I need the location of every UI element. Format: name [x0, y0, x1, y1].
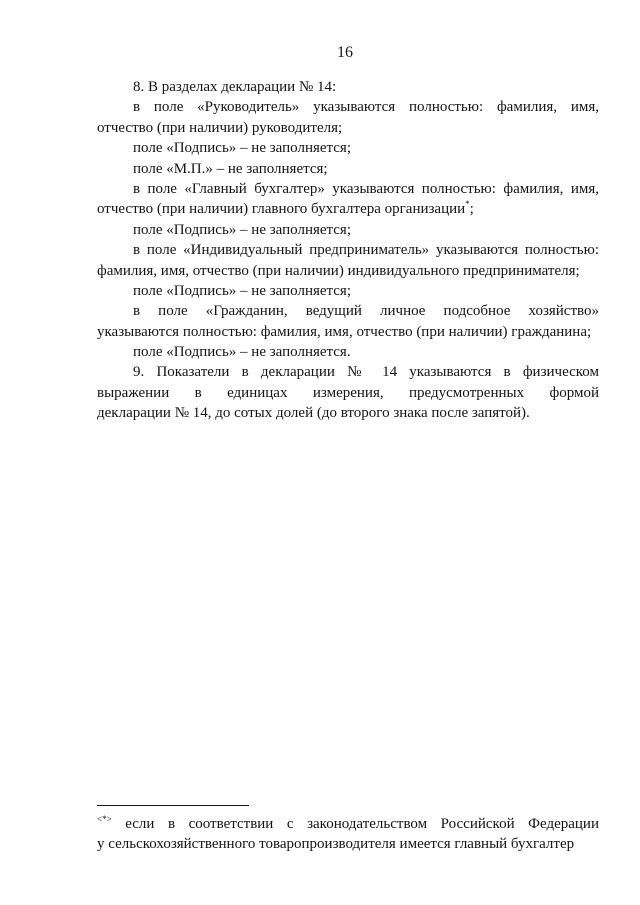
accountant-line2-text: отчество (при наличии) главного бухгалтера организации: [97, 201, 466, 218]
item8-manager-signature: поле «Подпись» – не заполняется;: [133, 140, 351, 157]
item9-line2: выражении в единицах измерения, предусмотренных формой: [97, 384, 599, 401]
page-number: 16: [337, 44, 353, 61]
item8-intro: 8. В разделах декларации № 14:: [133, 79, 337, 95]
footnote: [97, 814, 599, 855]
item8-citizen-signature: поле «Подпись» – не заполняется.: [133, 344, 351, 361]
item9-line1: 9. Показатели в декларации № 14 указываются в физическом: [133, 364, 599, 381]
item8-entrepreneur-signature: поле «Подпись» – не заполняется;: [133, 282, 351, 299]
item8-entrepreneur-line1: в поле «Индивидуальный предприниматель» указываются полностью:: [133, 242, 599, 259]
item8-accountant-line2: [97, 199, 599, 219]
item8-citizen-line2: указываются полностью: фамилия, имя, отчество (при наличии) гражданина;: [97, 323, 592, 340]
item8-accountant-signature: поле «Подпись» – не заполняется;: [133, 221, 351, 238]
item8-manager-line1: в поле «Руководитель» указываются полностью: фамилия, имя,: [133, 99, 599, 116]
item8-citizen-line1: в поле «Гражданин, ведущий личное подсобное хозяйство»: [133, 303, 599, 320]
item8-accountant-line1: в поле «Главный бухгалтер» указываются полностью: фамилия, имя,: [133, 180, 599, 197]
document-body: [97, 77, 599, 424]
item8-stamp: поле «М.П.» – не заполняется;: [133, 160, 328, 177]
item9-line3: декларации № 14, до сотых долей (до второго знака после запятой).: [97, 405, 530, 422]
accountant-line2-end: ;: [469, 201, 474, 218]
item8-manager-line2: отчество (при наличии) руководителя;: [97, 119, 343, 136]
footnote-reference-mark: *: [465, 199, 470, 210]
footnote-line2: у сельскохозяйственного товаропроизводителя имеется главный бухгалтер: [97, 836, 575, 853]
footnote-line1-text: если в соответствии с законодательством Российской Федерации: [125, 816, 599, 832]
footnote-line1: [97, 814, 599, 834]
item8-entrepreneur-line2: фамилия, имя, отчество (при наличии) индивидуального предпринимателя;: [97, 262, 580, 279]
footnote-divider: [97, 805, 249, 806]
footnote-marker: <*>: [97, 814, 112, 824]
